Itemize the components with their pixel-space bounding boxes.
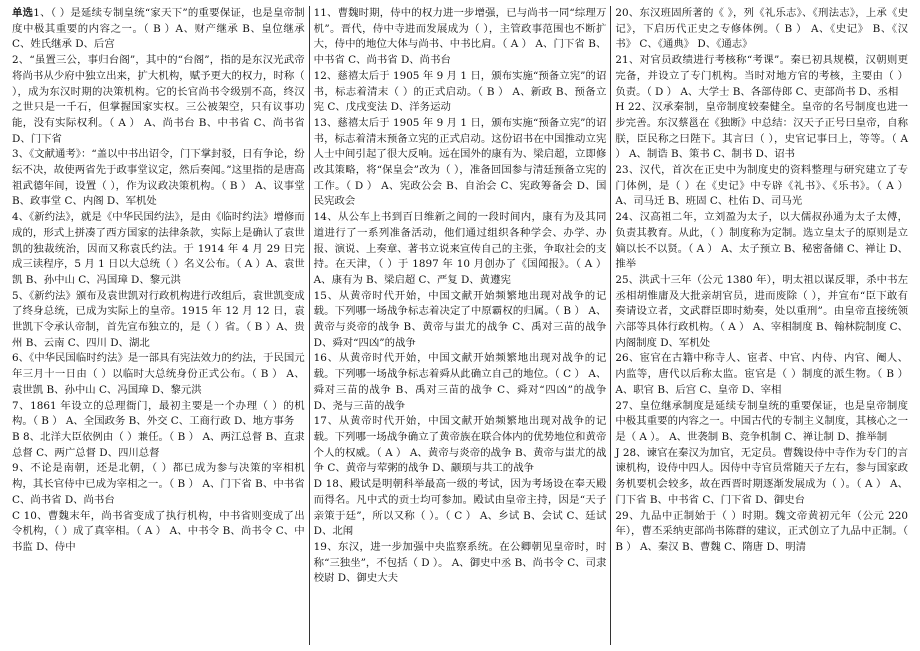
question-10: C 10、曹魏末年，尚书省变成了执行机构，中书省则变成了出令机构，（ ）成了真宰相。（ A ） A、中书令 B、尚书令 C、中书监 D、侍中 [12,509,305,553]
question-24: 24、汉高祖二年，立刘盈为太子，以大儒叔孙通为太子太傅，负责其教育。从此，（ ）制度称为定制。选立皇太子的原则是立嫡以长不以贤。（ A ） A、太子预立 B、秘密备储 C、禅让 D、推举 [615,211,909,271]
question-text: 1、（ ）是延续专制皇统“家天下”的重要保证，也是皇帝制度中极其重要的内容之一。（ B ）A、财产继承 B、皇位继承 C、姓氏继承 D、后宫 [12,7,305,51]
question-6: 6、《中华民国临时约法》是一部具有宪法效力的约法，于民国元年三月十一日由（ ）以临时大总统身份正式公布。（ B ） A、袁世凯 B、孙中山 C、冯国璋 D、黎元洪 [12,352,305,396]
question-21: 21、对官员政绩进行考核称“考课”。秦已初具规模，汉朝则更完备，并设立了专门机构。当时对地方官的考核，主要由（ ）负责。（ D ） A、大学士 B、各部侍郎 C、吏部尚书 D、丞相 [615,54,909,98]
column-2 [309,6,611,645]
question-16: 16、从黄帝时代开始，中国文献开始频繁地出现对战争的记载。下列哪一场战争标志着舜从此确立自己的地位。（ C ） A、舜对三苗的战争 B、禹对三苗的战争 C、舜对“四凶”的战争 D、尧与三苗的战争 [313,352,607,412]
question-25: 25、洪武十三年（公元 1380 年），明太祖以谋反罪，杀中书左丞相胡惟庸及大批亲胡官员，进而废除（ ），并宣布“臣下敢有奏请设立者，文武群臣即时劾奏，处以重刑”。由皇帝直接统领六部等具体行政机构。（ A ） A、宰相制度 B、翰林院制度 C、内阁制度 D、军机处 [615,273,909,349]
question-7: 7、1861 年设立的总理衙门，最初主要是一个办理（ ）的机构。（ B ） A、全国政务 B、外交 C、工商行政 D、地方事务 [12,399,305,428]
question-18: D 18、殿试是明朝科举最高一级的考试，因为考场设在奉天殿而得名。凡中式的贡士均可参加。殿试由皇帝主持，因是“天子亲策于廷”，所以又称（ ）。（ C ） A、乡试 B、会试 C、廷试 D、北闱 [313,478,607,538]
question-3: 3、《文献通考》：“盖以中书出诏令，门下掌封驳，日有争论，纷纭不决，故使两省先于政事堂议定，然后奏闻。”这里指的是唐高祖武德年间，设置（ ），作为议政决策机构。（ B ） A、议事堂 B、政事堂 C、内阁 D、军机处 [12,148,305,208]
question-8: B 8、北洋大臣依例由（ ）兼任。（ B ） A、两江总督 B、直隶总督 C、两广总督 D、四川总督 [12,430,305,459]
question-23: 23、汉代，首次在正史中为制度史的资料整理与研究建立了专门体例，是（ ）在《史记》中专辟《礼书》、《乐书》。（ A ） A、司马迁 B、班固 C、杜佑 D、司马光 [615,164,909,208]
question-9: 9、不论是南朝，还是北朝，（ ）都已成为参与决策的宰相机构，其长官侍中已成为宰相之一。（ B ） A、门下省 B、中书省 C、尚书省 D、尚书台 [12,462,305,506]
question-1 [12,6,305,53]
question-20: 20、东汉班固所著的《 》，列《礼乐志》、《刑法志》，上承《史记》，下启历代正史之专修体例。（ B ） A、《史记》 B、《汉书》 C、《通典》 D、《通志》 [615,7,909,51]
question-28: J 28、谏官在秦汉为加官，无定员。曹魏设侍中寺作为专门的言谏机构，设侍中四人。因侍中寺官员常随天子左右，参与国家政务机要机会较多，故在西晋时期逐渐发展成为（ ）。（ A ） A、门下省 B、中书省 C、门下省 D、御史台 [615,446,909,506]
section-label: 单选 [12,7,34,19]
question-27: 27、皇位继承制度是延续专制皇统的重要保证，也是皇帝制度中极其重要的内容之一。中国古代的专制主义制度，其核心之一是（ A ）。 A、世袭制 B、竞争机制 C、禅让制 D、推举制 [615,399,909,443]
column-3 [610,6,912,645]
question-17: 17、从黄帝时代开始，中国文献开始频繁地出现对战争的记载。下列哪一场战争确立了黄帝族在联合体内的优势地位和黄帝个人的权威。（ A ） A、黄帝与炎帝的战争 B、黄帝与蚩尤的战争 C、黄帝与荤粥的战争 D、颛顼与共工的战争 [313,415,607,475]
question-15: 15、从黄帝时代开始，中国文献开始频繁地出现对战争的记载。下列哪一场战争标志着决定了中原霸权的归属。（ B ） A、黄帝与炎帝的战争 B、黄帝与蚩尤的战争 C、禹对三苗的战争 D、舜对“四凶”的战争 [313,289,607,349]
question-12: 12、慈禧太后于 1905 年 9 月 1 日，颁布实施“预备立宪”的诏书，标志着清末（ ）的正式启动。（ B ） A、新政 B、预备立宪 C、戊戌变法 D、洋务运动 [313,69,607,114]
question-2: 2、“虽置三公，事归台阁”，其中的“台阁”，指的是东汉光武帝将尚书从少府中独立出来，扩大机构，赋予更大的权力，时称（ ），成为东汉时期的决策机构。它的长官尚书令级别不高，终汉之世只是一千石，但掌握国家实权。三公被架空，只有议事功能，没有实际权利。（ A ） A、尚书台 B、中书省 C、尚书省 D、门下省 [12,54,305,145]
question-13: 13、慈禧太后于 1905 年 9 月 1 日，颁布实施“预备立宪”的诏书，标志着清末预备立宪的正式启动。这份诏书在中国推动立宪人士中间引起了很大反响。远在国外的康有为、梁启超，立即修改其策略，将“保皇会”改为（ ），准备回国参与清廷预备立宪的工作。（ D ） A、宪政公会 B、自治会 C、宪政筹备会 D、国民宪政会 [313,116,607,208]
question-4: 4、《新约法》，就是《中华民国约法》，是由《临时约法》增修而成的，形式上拼凑了西方国家的法律条款，实际上是确认了袁世凯的独裁统治，因而又称袁氏约法。于 1914 年 4 月 29 日完成三读程序，5 月 1 日以大总统（ ）名义公布。（ A ）A、袁世凯 B、孙中山 C、冯国璋 D、黎元洪 [12,211,305,286]
question-14: 14、从公车上书到百日维新之间的一段时间内，康有为及其同道进行了一系列准备活动，他们通过组织各种学会、办学、办报、演说、上奏章、著书立说来宣传自己的主张，争取社会的支持。在天津，（ ）于 1897 年 10 月创办了《国闻报》。（ A ）A、康有为 B、梁启超 C、严复 D、黄遵宪 [313,211,607,286]
question-22: H 22、汉承秦制，皇帝制度较秦健全。皇帝的名号制度也进一步完善。东汉蔡邕在《独断》中总结：汉天子正号曰皇帝，自称朕，臣民称之曰陛下。其言曰（ ），史官记事曰上，等等。（ A ） A、制诰 B、策书 C、制书 D、诏书 [615,101,909,161]
question-26: 26、宦官在古籍中称寺人、宦者、中官、内侍、内官、阉人、内监等，唐代以后称太监。宦官是（ ）制度的派生物。（ B ） A、职官 B、后宫 C、皇帝 D、宰相 [615,352,909,396]
question-19: 19、东汉，进一步加强中央监察系统。在公卿朝见皇帝时，时称“三独坐”，不包括（ D ）。 A、御史中丞 B、尚书令 C、司隶校尉 D、御史大夫 [313,540,607,585]
question-29: 29、九品中正制始于（ ）时期。魏文帝黄初元年（公元 220 年），曹丕采纳吏部尚书陈群的建议，正式创立了九品中正制。（ B ） A、秦汉 B、曹魏 C、隋唐 D、明清 [615,509,909,553]
column-1 [8,6,309,645]
question-5: 5、《新约法》颁布及袁世凯对行政机构进行改组后，袁世凯变成了终身总统，已成为实际上的皇帝。1915 年 12 月 12 日，袁世凯下令承认帝制，首先宣布独立的，是（ ）省。（ B ）A、贵州 B、云南 C、四川 D、湖北 [12,289,305,349]
question-11: 11、曹魏时期，侍中的权力进一步增强，已与尚书一同“综理万机”。晋代，侍中寺进而发展成为（ ），主管政事范围也不断扩大，侍中的地位大体与尚书、中书比肩。（ A ） A、门下省 B、中书省 C、尚书省 D、尚书台 [313,7,607,67]
